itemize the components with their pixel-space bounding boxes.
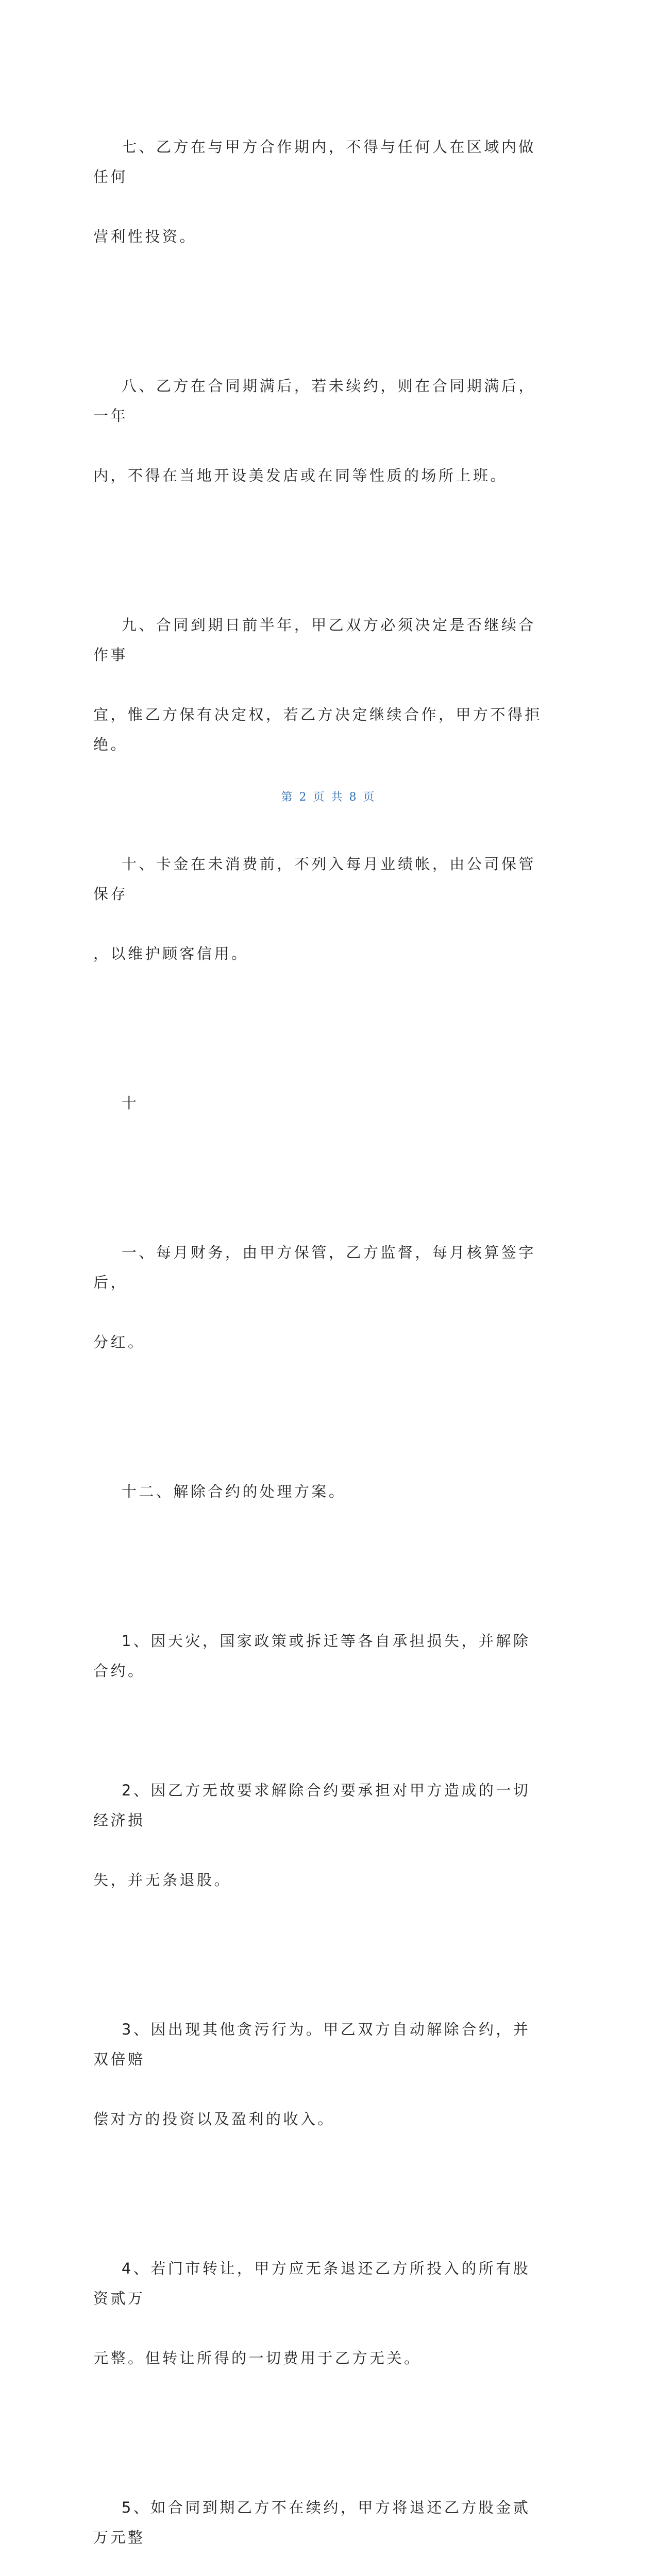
paragraph-11 [93, 1178, 547, 1417]
clause-3 [93, 1955, 547, 2194]
text-line: 分红。 [93, 1333, 145, 1351]
page-number-footer: 第 2 页 共 8 页 [281, 791, 376, 804]
text-line: 5、如合同到期乙方不在续约，甲方将退还乙方股金贰万元整 [93, 2499, 531, 2546]
clause-4 [93, 2194, 547, 2433]
text-line: 九、合同到期日前半年，甲乙双方必须决定是否继续合作事 [93, 616, 536, 664]
text-line: ，以维护顾客信用。 [93, 945, 249, 962]
text-line: 宜，惟乙方保有决定权，若乙方决定继续合作，甲方不得拒绝。 [93, 706, 543, 753]
text-line: 1、因天灾，国家政策或拆迁等各自承担损失，并解除合约。 [93, 1632, 531, 1680]
text-line: 十 [93, 1094, 139, 1112]
clause-1 [93, 1566, 547, 1716]
text-line: 十二、解除合约的处理方案。 [93, 1483, 346, 1500]
paragraph-7 [93, 72, 547, 311]
text-line: 4、若门市转让，甲方应无条退还乙方所投入的所有股资贰万 [93, 2260, 531, 2307]
paragraph-10-split [93, 1028, 547, 1178]
text-line: 十、卡金在未消费前，不列入每月业绩帐，由公司保管保存 [93, 855, 536, 903]
text-line: 2、因乙方无故要求解除合约要承担对甲方造成的一切经济损 [93, 1782, 531, 1829]
document-body [93, 72, 547, 2576]
clause-2 [93, 1716, 547, 1955]
text-line: 一、每月财务，由甲方保管，乙方监督，每月核算签字后， [93, 1244, 536, 1291]
paragraph-8 [93, 311, 547, 550]
clause-5 [93, 2433, 547, 2576]
text-line: 七、乙方在与甲方合作期内，不得与任何人在区域内做任何 [93, 138, 536, 185]
text-line: 3、因出现其他贪污行为。甲乙双方自动解除合约，并双倍赔 [93, 2021, 531, 2068]
text-line: 元整。但转让所得的一切费用于乙方无关。 [93, 2349, 422, 2367]
text-line: 营利性投资。 [93, 228, 197, 245]
text-line: 偿对方的投资以及盈利的收入。 [93, 2110, 335, 2128]
paragraph-9 [93, 550, 547, 789]
paragraph-10 [93, 789, 547, 1028]
text-line: 八、乙方在合同期满后，若未续约，则在合同期满后，一年 [93, 377, 536, 425]
text-line: 失，并无条退股。 [93, 1871, 232, 1889]
text-line: 内，不得在当地开设美发店或在同等性质的场所上班。 [93, 467, 508, 484]
paragraph-12-heading [93, 1417, 547, 1566]
